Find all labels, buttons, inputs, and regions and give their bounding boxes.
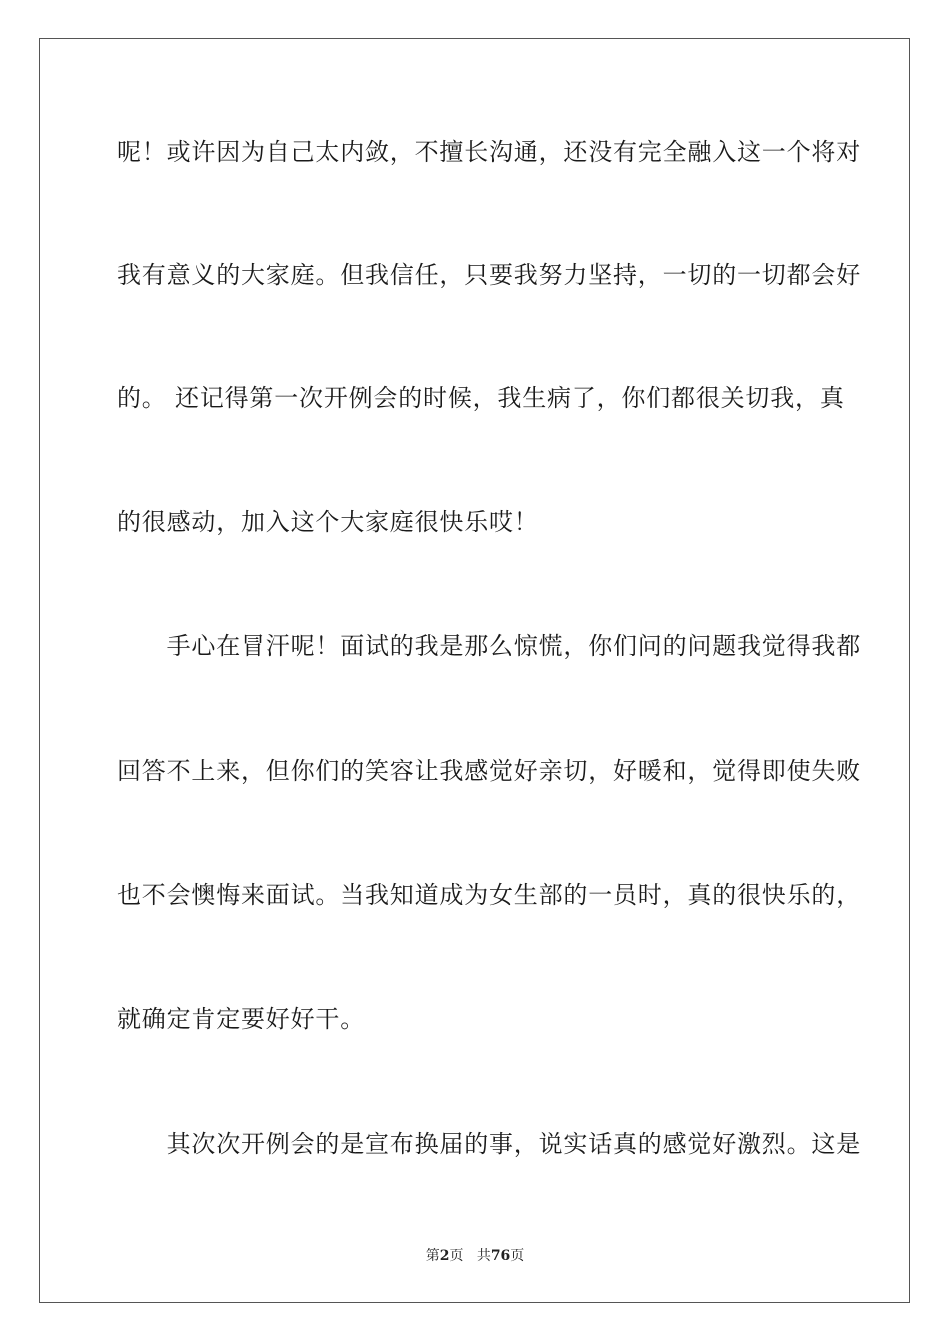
text-line: 回答不上来，但你们的笑容让我感觉好亲切，好暖和，觉得即使失败 [117,757,861,785]
text-line: 我有意义的大家庭。但我信任，只要我努力坚持，一切的一切都会好 [117,261,861,289]
total-suffix: 页 [510,1248,525,1264]
text-line: 的很感动，加入这个大家庭很快乐哎！ [117,508,539,536]
page-footer [0,1247,950,1265]
text-line: 呢！或许因为自己太内敛，不擅长沟通，还没有完全融入这一个将对 [117,138,861,166]
text-line: 就确定肯定要好好干。 [117,1005,365,1033]
total-prefix: 共 [476,1248,491,1264]
total-pages: 76 [490,1248,511,1264]
text-line: 其次次开例会的是宣布换届的事，说实话真的感觉好激烈。这是 [117,1130,861,1158]
page-border [39,38,910,1303]
page-prefix: 第 [425,1248,440,1264]
text-line: 的。 还记得第一次开例会的时候，我生病了，你们都很关切我，真 [117,384,845,412]
page-number: 2 [439,1248,450,1264]
page-suffix: 页 [449,1248,464,1264]
text-line: 也不会懊悔来面试。当我知道成为女生部的一员时，真的很快乐的， [117,881,861,909]
text-line: 手心在冒汗呢！面试的我是那么惊慌，你们问的问题我觉得我都 [117,632,861,660]
